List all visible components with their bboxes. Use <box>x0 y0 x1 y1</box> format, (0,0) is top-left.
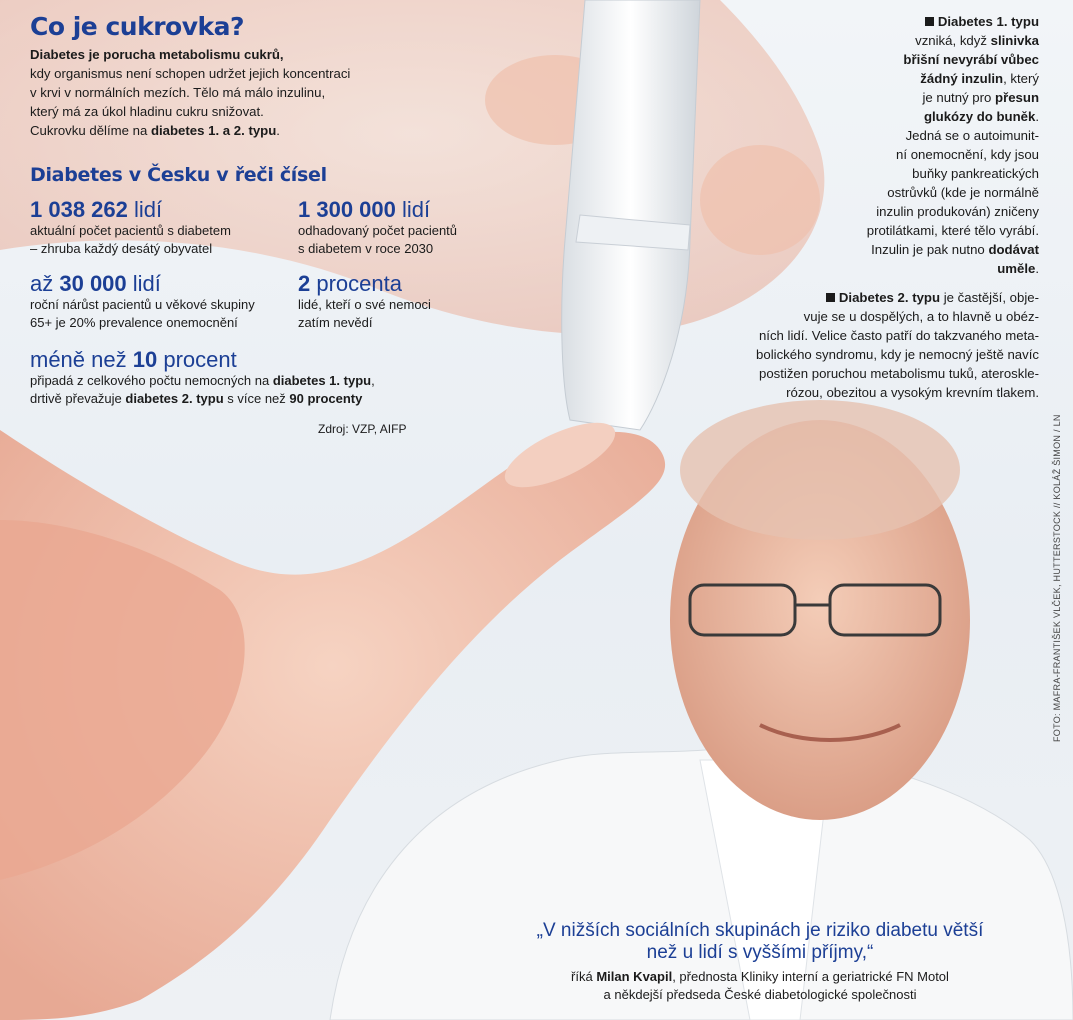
intro-title: Co je cukrovka? <box>30 12 244 41</box>
intro-lead: Diabetes je porucha metabolismu cukrů, <box>30 47 284 62</box>
type1-text: Inzulin je pak nutno <box>871 242 989 257</box>
stat-unit: lidí <box>395 197 431 222</box>
type1-bold: uměle <box>997 261 1036 276</box>
stat-unit: lidí <box>127 197 163 222</box>
stat-item <box>298 272 431 332</box>
quote-block <box>480 920 1040 1004</box>
type2-text: postižen poruchou metabolismu tuků, ateroskle- <box>758 366 1039 381</box>
stats-title: Diabetes v Česku v řeči čísel <box>30 164 327 186</box>
quote-attribution: a někdejší předseda České diabetologické společnosti <box>603 987 917 1002</box>
type1-text: ní onemocnění, kdy jsou <box>896 147 1039 162</box>
share-bold: diabetes 1. typu <box>272 373 372 388</box>
share-text: , <box>371 373 375 388</box>
stat-caption: zatím nevědí <box>298 315 373 330</box>
square-bullet-icon <box>826 293 835 302</box>
type2-text: bolického syndromu, kdy je nemocný ještě navíc <box>756 347 1039 362</box>
stat-unit: lidí <box>126 271 161 296</box>
intro-text <box>30 45 410 140</box>
intro-line-bold: diabetes 1. a 2. typu <box>150 123 277 138</box>
type1-text: . <box>1035 261 1039 276</box>
stat-number: 10 <box>132 347 158 372</box>
share-bold: 90 procenty <box>289 391 363 406</box>
type1-bold: žádný inzulin <box>920 71 1004 86</box>
intro-line: . <box>276 123 280 138</box>
type1-text: inzulin produkován) zničeny <box>876 204 1039 219</box>
type1-text: protilátkami, které tělo vyrábí. <box>866 223 1039 238</box>
stat-caption: s diabetem v roce 2030 <box>298 241 434 256</box>
stat-item-share <box>30 348 375 408</box>
type2-heading: Diabetes 2. typu <box>838 290 941 305</box>
stat-caption: odhadovaný počet pacientů <box>298 223 458 238</box>
stat-number: 2 <box>298 271 311 296</box>
type1-bold: břišní nevyrábí vůbec <box>903 52 1039 67</box>
type1-section <box>779 12 1039 278</box>
stat-caption: – zhruba každý desátý obyvatel <box>30 241 213 256</box>
source-note: Zdroj: VZP, AIFP <box>318 422 407 436</box>
type1-text: , který <box>1003 71 1039 86</box>
intro-line: v krvi v normálních mezích. Tělo má málo inzulinu, <box>30 85 326 100</box>
stat-unit: procent <box>157 347 237 372</box>
stat-number: 30 000 <box>59 271 127 296</box>
intro-section <box>30 12 410 140</box>
stat-caption: aktuální počet pacientů s diabetem <box>30 223 231 238</box>
stat-caption: 65+ je 20% prevalence onemocnění <box>30 315 238 330</box>
type2-section <box>639 288 1039 402</box>
stat-item <box>298 198 457 258</box>
quote-attribution: , přednosta Kliniky interní a geriatrické FN Motol <box>672 969 949 984</box>
share-text: drtivě převažuje <box>30 391 126 406</box>
quote-line: „V nižších sociálních skupinách je riziko diabetu větší <box>536 920 984 941</box>
quote-attribution: říká <box>571 969 597 984</box>
stat-item <box>30 198 231 258</box>
intro-line: Cukrovku dělíme na <box>30 123 151 138</box>
quote-line: než u lidí s vyššími příjmy,“ <box>646 942 874 963</box>
stat-number: 1 038 262 <box>30 197 128 222</box>
stat-caption: roční nárůst pacientů u věkové skupiny <box>30 297 255 312</box>
type1-text: je nutný pro <box>922 90 996 105</box>
stat-unit: procenta <box>310 271 402 296</box>
stat-item <box>30 272 255 332</box>
stat-number: 1 300 000 <box>298 197 396 222</box>
share-bold: diabetes 2. typu <box>125 391 224 406</box>
intro-line: který má za úkol hladinu cukru snižovat. <box>30 104 264 119</box>
type1-text: buňky pankreatických <box>912 166 1039 181</box>
type2-text: rózou, obezitou a vysokým krevním tlakem. <box>786 385 1039 400</box>
intro-line: kdy organismus není schopen udržet jejich koncentraci <box>30 66 351 81</box>
type2-text: vuje se u dospělých, a to hlavně u obéz- <box>803 309 1039 324</box>
type1-bold: slinivka <box>990 33 1039 48</box>
type2-text: ních lidí. Velice často patří do takzvaného meta- <box>758 328 1039 343</box>
type2-text: je častější, obje- <box>940 290 1039 305</box>
square-bullet-icon <box>925 17 934 26</box>
share-text: připadá z celkového počtu nemocných na <box>30 373 273 388</box>
share-text: s více než <box>223 391 290 406</box>
type1-text: Jedná se o autoimunit- <box>905 128 1039 143</box>
type1-bold: glukózy do buněk <box>923 109 1036 124</box>
type1-text: . <box>1035 109 1039 124</box>
type1-bold: dodávat <box>988 242 1039 257</box>
type1-heading: Diabetes 1. typu <box>937 14 1039 29</box>
stat-prefix: méně než <box>30 347 133 372</box>
type1-text: ostrůvků (kde je normálně <box>887 185 1039 200</box>
type1-text: vzniká, když <box>915 33 991 48</box>
type1-bold: přesun <box>995 90 1039 105</box>
photo-credit: FOTO: MAFRA-FRANTIŠEK VLČEK, HUTTERSTOCK // KOLÁŽ ŠIMON / LN <box>1052 414 1062 742</box>
quote-author: Milan Kvapil <box>596 969 673 984</box>
stat-caption: lidé, kteří o své nemoci <box>298 297 431 312</box>
stat-prefix: až <box>30 271 60 296</box>
